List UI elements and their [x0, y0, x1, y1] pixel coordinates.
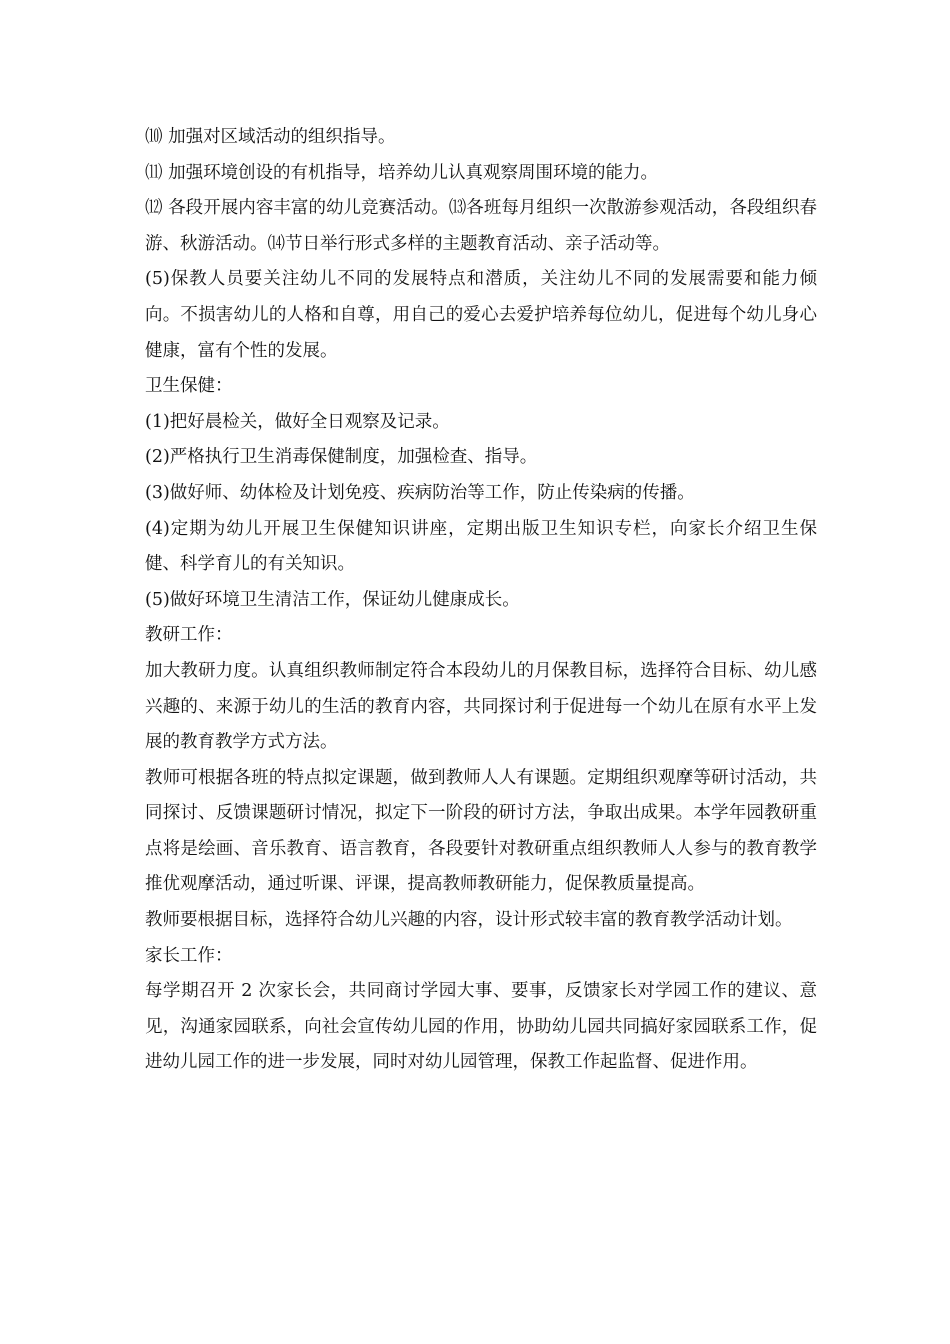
research-paragraph-1: 加大教研力度。认真组织教师制定符合本段幼儿的月保教目标，选择符合目标、幼儿感兴趣的、来源于幼儿的生活的教育内容，共同探讨利于促进每一个幼儿在原有水平上发展的教育教学方式方法。 [145, 660, 817, 753]
item-5-care-staff: (5)保教人员要关注幼儿不同的发展特点和潜质，关注幼儿不同的发展需要和能力倾向。不损害幼儿的人格和自尊，用自己的爱心去爱护培养每位幼儿，促进每个幼儿身心健康，富有个性的发展。 [145, 269, 817, 361]
item-12-13-14: ⑿ 各段开展内容丰富的幼儿竞赛活动。⒀各班每月组织一次散游参观活动，各段组织春游、秋游活动。⒁节日举行形式多样的主题教育活动、亲子活动等。 [145, 198, 817, 254]
health-item-1: (1)把好晨检关，做好全日观察及记录。 [145, 411, 450, 432]
research-paragraph-2: 教师可根据各班的特点拟定课题，做到教师人人有课题。定期组织观摩等研讨活动，共同探讨、反馈课题研讨情况，拟定下一阶段的研讨方法，争取出成果。本学年园教研重点将是绘画、音乐教育、语言教育，各段要针对教研重点组织教师人人参与的教育教学推优观摩活动，通过听课、评课，提高教师教研能力，促保教质量提高。 [145, 767, 817, 895]
item-11: ⑾ 加强环境创设的有机指导，培养幼儿认真观察周围环境的能力。 [145, 162, 659, 183]
document-body [145, 120, 817, 1081]
research-paragraph-3: 教师要根据目标，选择符合幼儿兴趣的内容，设计形式较丰富的教育教学活动计划。 [145, 910, 793, 931]
section-heading-parents: 家长工作： [145, 945, 233, 966]
section-heading-health: 卫生保健： [145, 376, 233, 397]
health-item-3: (3)做好师、幼体检及计划免疫、疾病防治等工作，防止传染病的传播。 [145, 482, 695, 503]
section-heading-research: 教研工作： [145, 625, 233, 646]
parents-paragraph: 每学期召开 2 次家长会，共同商讨学园大事、要事，反馈家长对学园工作的建议、意见，沟通家园联系，向社会宣传幼儿园的作用，协助幼儿园共同搞好家园联系工作，促进幼儿园工作的进一步发展，同时对幼儿园管理，保教工作起监督、促进作用。 [145, 981, 817, 1073]
health-item-5: (5)做好环境卫生清洁工作，保证幼儿健康成长。 [145, 589, 520, 610]
health-item-2: (2)严格执行卫生消毒保健制度，加强检查、指导。 [145, 447, 538, 468]
health-item-4: (4)定期为幼儿开展卫生保健知识讲座，定期出版卫生知识专栏，向家长介绍卫生保健、科学育儿的有关知识。 [145, 518, 817, 575]
item-10: ⑽ 加强对区域活动的组织指导。 [145, 127, 396, 147]
